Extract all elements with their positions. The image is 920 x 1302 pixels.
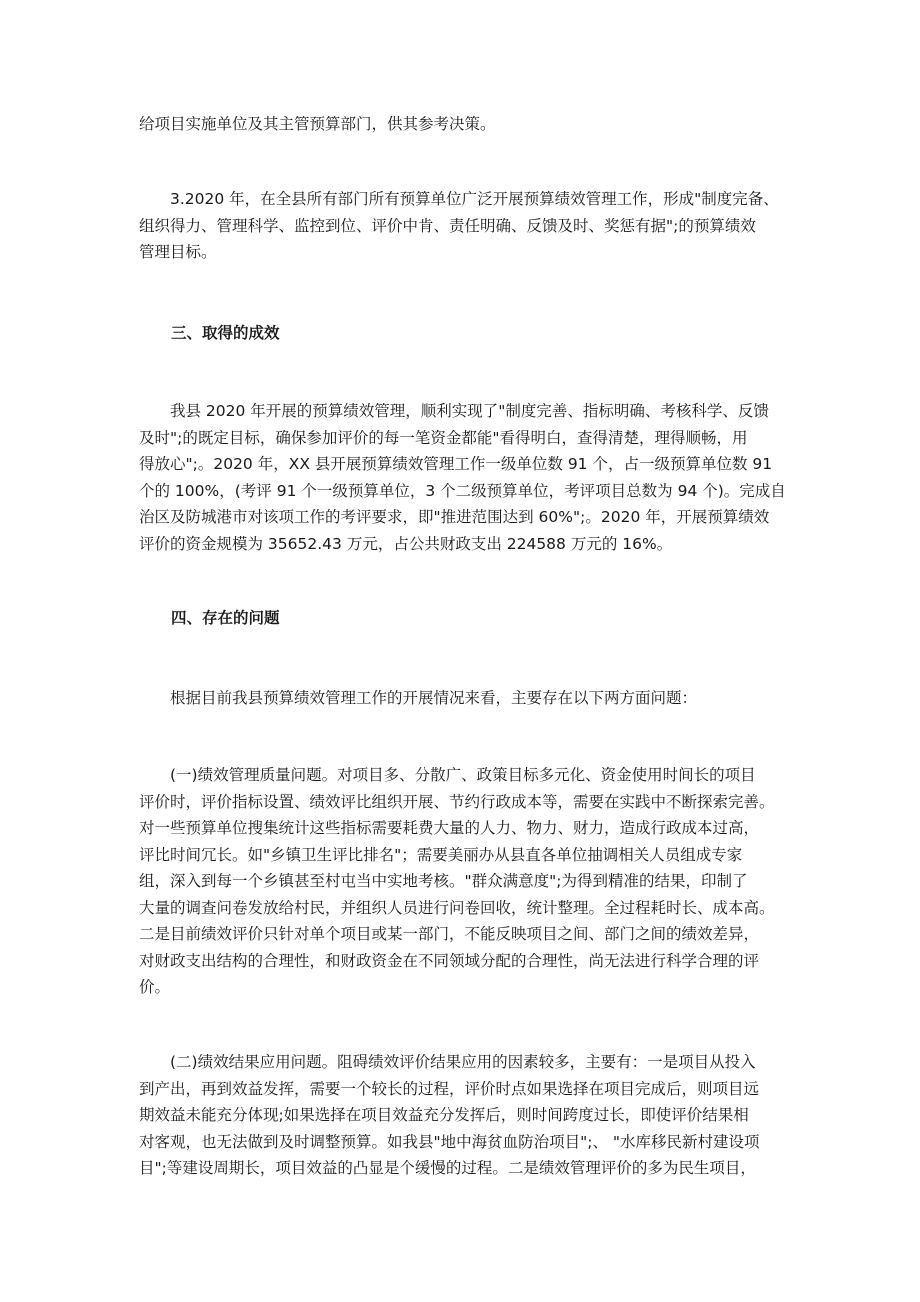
section-heading-problems: 四、存在的问题 bbox=[171, 609, 280, 627]
text-line: 大量的调查问卷发放给村民，并组织人员进行问卷回收，统计整理。全过程耗时长、成本高。 bbox=[139, 898, 775, 917]
text-line: 到产出，再到效益发挥，需要一个较长的过程，评价时点如果选择在项目完成后，则项目远 bbox=[139, 1079, 760, 1098]
text-line: 二是目前绩效评价只针对单个项目或某一部门，不能反映项目之间、部门之间的绩效差异， bbox=[139, 925, 760, 943]
text-line: 个的 100%，(考评 91 个一级预算单位，3 个二级预算单位，考评项目总数为 94 个)。完成自 bbox=[139, 481, 786, 500]
text-line: 根据目前我县预算绩效管理工作的开展情况来看，主要存在以下两方面问题： bbox=[139, 689, 698, 707]
paragraph-intro-tail bbox=[139, 111, 799, 138]
text-line: 组织得力、管理科学、监控到位、评价中肯、责任明确、反馈及时、奖惩有据";的预算绩效 bbox=[139, 216, 756, 235]
paragraph-achievements bbox=[139, 398, 799, 557]
text-line: 价。 bbox=[139, 978, 171, 996]
paragraph-result-application-issue bbox=[139, 1049, 799, 1182]
paragraph-quality-issue bbox=[139, 762, 799, 1001]
text-line: 目";等建设周期长，项目效益的凸显是个缓慢的过程。二是绩效管理评价的多为民生项目， bbox=[139, 1159, 756, 1177]
section-heading-achievements: 三、取得的成效 bbox=[171, 324, 280, 342]
text-line: 组，深入到每一个乡镇甚至村屯当中实地考核。"群众满意度";为得到精准的结果，印制了 bbox=[139, 872, 748, 890]
text-line: 及时";的既定目标，确保参加评价的每一笔资金都能"看得明白，查得清楚，理得顺畅，用 bbox=[139, 428, 748, 447]
text-line: 治区及防城港市对该项工作的考评要求，即"推进范围达到 60%";。2020 年，开展预算绩效 bbox=[139, 508, 770, 526]
text-line: 对一些预算单位搜集统计这些指标需要耗费大量的人力、物力、财力，造成行政成本过高， bbox=[139, 819, 760, 837]
text-line: 对财政支出结构的合理性，和财政资金在不同领域分配的合理性，尚无法进行科学合理的评 bbox=[139, 951, 760, 970]
text-line: 评比时间冗长。如"乡镇卫生评比排名"；需要美丽办从县直各单位抽调相关人员组成专家 bbox=[139, 845, 743, 864]
text-line: 评价的资金规模为 35652.43 万元，占公共财政支出 224588 万元的 16%。 bbox=[139, 534, 673, 553]
text-line: 评价时，评价指标设置、绩效评比组织开展、节约行政成本等，需要在实践中不断探索完善。 bbox=[139, 792, 775, 811]
paragraph-problems-intro bbox=[139, 685, 799, 712]
text-line: (一)绩效管理质量问题。对项目多、分散广、政策目标多元化、资金使用时间长的项目 bbox=[139, 766, 756, 784]
text-line: 得放心";。2020 年，XX 县开展预算绩效管理工作一级单位数 91 个，占一级预算单位数 91 bbox=[139, 455, 773, 473]
text-line: (二)绩效结果应用问题。阻碍绩效评价结果应用的因素较多，主要有：一是项目从投入 bbox=[139, 1053, 756, 1071]
text-line: 管理目标。 bbox=[139, 243, 217, 261]
text-line: 给项目实施单位及其主管预算部门，供其参考决策。 bbox=[139, 115, 496, 133]
text-line: 对客观，也无法做到及时调整预算。如我县"地中海贫血防治项目";、 "水库移民新村建设项 bbox=[139, 1132, 760, 1151]
text-line: 我县 2020 年开展的预算绩效管理，顺利实现了"制度完善、指标明确、考核科学、反馈 bbox=[139, 402, 769, 420]
paragraph-goal-2020 bbox=[139, 186, 799, 266]
text-line: 3.2020 年，在全县所有部门所有预算单位广泛开展预算绩效管理工作，形成"制度完备、 bbox=[139, 190, 779, 208]
text-line: 期效益未能充分体现;如果选择在项目效益充分发挥后，则时间跨度过长，即使评价结果相 bbox=[139, 1106, 749, 1124]
